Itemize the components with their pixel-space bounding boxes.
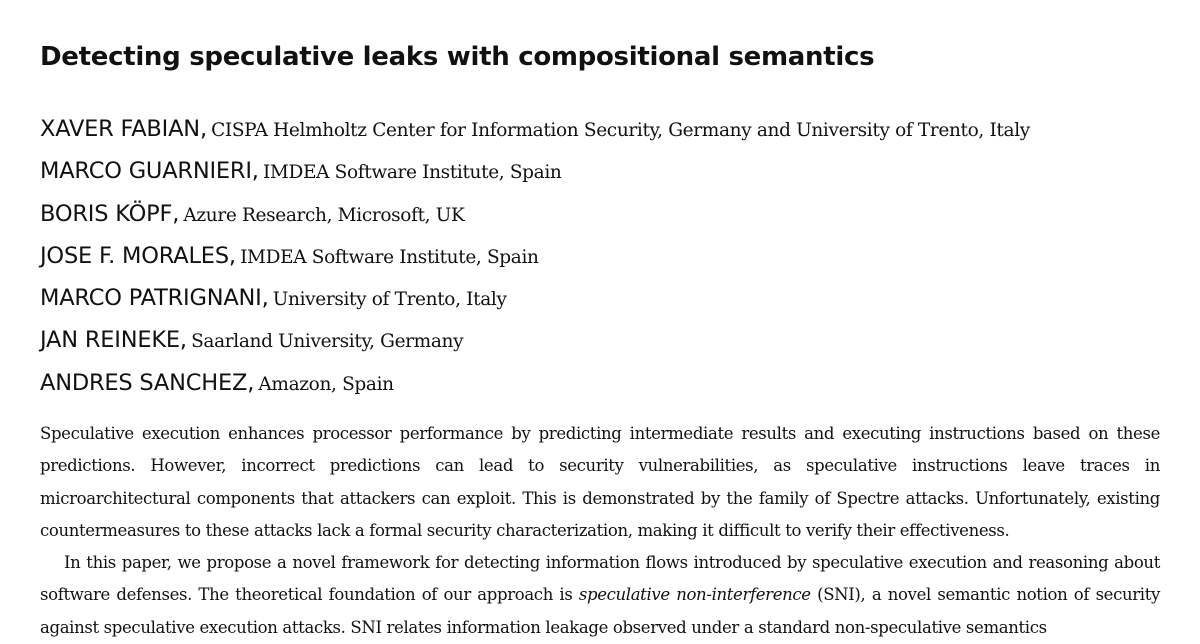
author-affiliation: Saarland University, Germany <box>191 331 464 353</box>
emphasized-term: speculative non-interference <box>578 585 811 605</box>
author-name: ANDRES SANCHEZ <box>40 369 248 396</box>
author-affiliation: University of Trento, Italy <box>272 289 507 311</box>
author-separator: , <box>247 369 255 396</box>
author-separator: , <box>172 200 180 227</box>
author-list <box>40 108 1160 404</box>
author-separator: , <box>261 285 269 312</box>
author-affiliation: CISPA Helmholtz Center for Information Security, Germany and University of Trento, Italy <box>211 120 1030 141</box>
author-entry <box>40 319 1160 361</box>
author-affiliation: Azure Research, Microsoft, UK <box>183 204 465 226</box>
author-separator: , <box>179 327 188 354</box>
author-name: MARCO PATRIGNANI <box>40 285 262 312</box>
author-name: BORIS KÖPF <box>40 200 173 227</box>
author-name: XAVER FABIAN <box>40 116 200 142</box>
abstract-text: (SNI), a novel semantic notion of security against speculative execution attacks. SNI relates information leakage observed under a standard non-speculative semantics <box>40 585 1160 637</box>
author-name: JOSE F. MORALES <box>40 242 229 269</box>
author-entry <box>40 362 1160 404</box>
abstract <box>40 418 1160 644</box>
author-separator: , <box>228 242 237 269</box>
paper-title: Detecting speculative leaks with compositional semantics <box>40 42 875 72</box>
author-entry <box>40 108 1160 150</box>
abstract-paragraph <box>40 547 1160 644</box>
author-entry <box>40 277 1160 319</box>
author-entry <box>40 193 1160 235</box>
author-entry <box>40 235 1160 277</box>
abstract-paragraph: Speculative execution enhances processor performance by predicting intermediate results and executing instructions based on these predictions. However, incorrect predictions can lead to security vulnerabilities, as speculative instructions leave traces in microarchitectural components that attackers can exploit. This is demonstrated by the family of Spectre attacks. Unfortunately, existing countermeasures to these attacks lack a formal security characterization, making it difficult to verify their effectiveness. <box>40 424 1160 540</box>
author-affiliation: Amazon, Spain <box>258 373 394 395</box>
author-separator: , <box>199 116 208 142</box>
author-name: JAN REINEKE <box>40 327 180 354</box>
author-affiliation: IMDEA Software Institute, Spain <box>240 246 539 268</box>
author-name: MARCO GUARNIERI <box>40 158 252 185</box>
abstract-text: In this paper, we propose a novel framework for detecting information flows introduced by speculative execution and reasoning about software defenses. The theoretical foundation of our approach is <box>40 553 1160 605</box>
author-separator: , <box>251 158 259 185</box>
author-entry <box>40 150 1160 192</box>
author-affiliation: IMDEA Software Institute, Spain <box>262 162 562 184</box>
